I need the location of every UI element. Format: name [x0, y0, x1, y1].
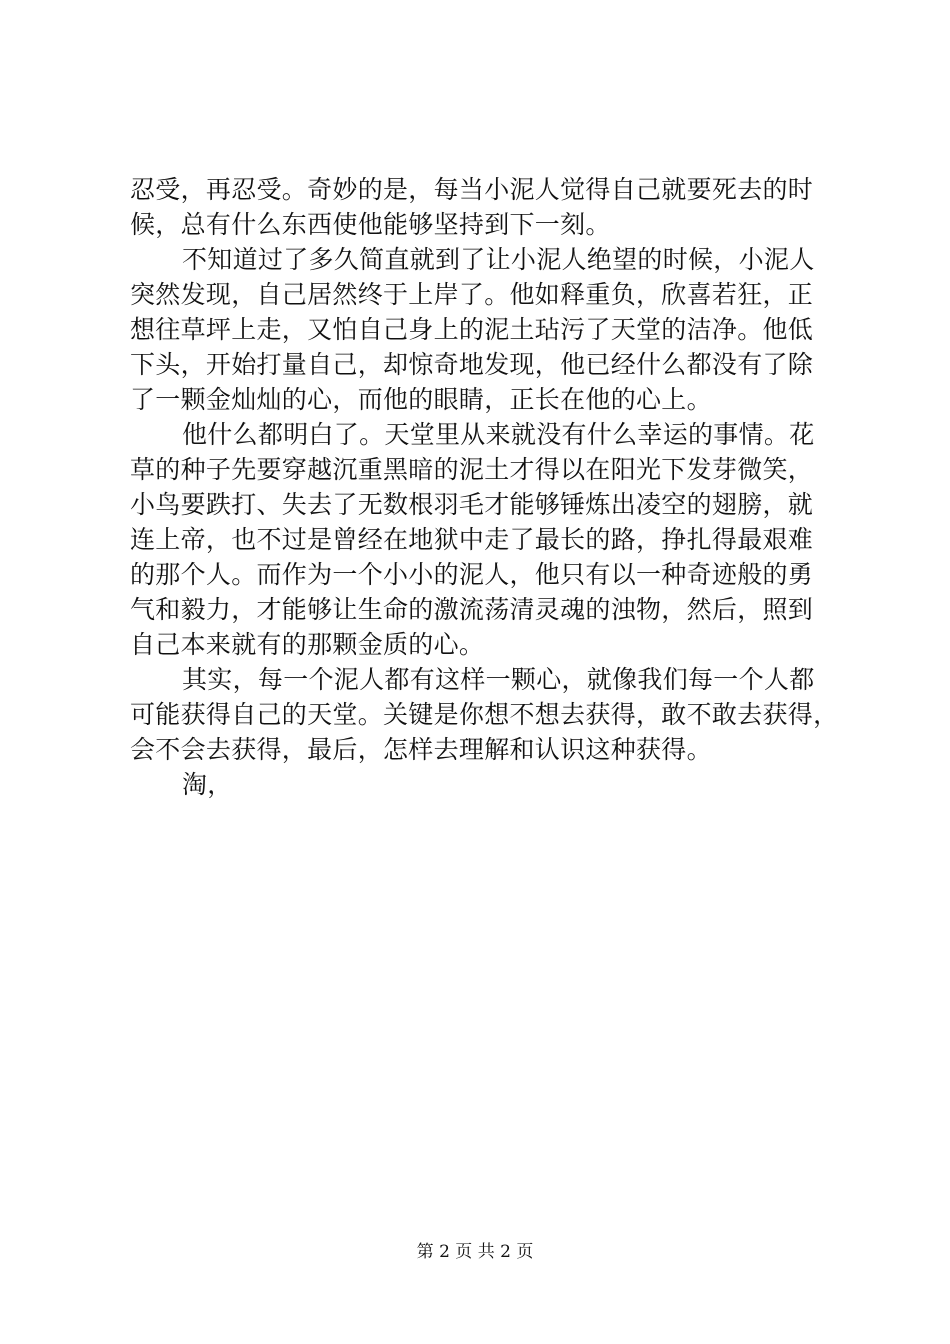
text-line: 自己本来就有的那颗金质的心。 — [130, 630, 485, 659]
paragraph-start-line: 淘， — [182, 770, 233, 799]
paragraph-start-line: 其实，每一个泥人都有这样一颗心，就像我们每一个人都 — [182, 665, 815, 694]
text-line: 想往草坪上走，又怕自己身上的泥土玷污了天堂的洁净。他低 — [130, 315, 814, 344]
text-line: 了一颗金灿灿的心，而他的眼睛，正长在他的心上。 — [130, 385, 712, 414]
text-line: 会不会去获得，最后，怎样去理解和认识这种获得。 — [130, 735, 712, 764]
text-line: 草的种子先要穿越沉重黑暗的泥土才得以在阳光下发芽微笑， — [130, 455, 814, 484]
text-line: 忍受，再忍受。奇妙的是，每当小泥人觉得自己就要死去的时 — [130, 175, 814, 204]
text-line: 可能获得自己的天堂。关键是你想不想去获得，敢不敢去获得， — [130, 700, 839, 729]
text-line: 突然发现，自己居然终于上岸了。他如释重负，欣喜若狂，正 — [130, 280, 814, 309]
page-footer — [0, 1240, 950, 1264]
paragraph-start-line: 不知道过了多久简直就到了让小泥人绝望的时候，小泥人 — [182, 245, 815, 274]
text-line: 下头，开始打量自己，却惊奇地发现，他已经什么都没有了除 — [130, 350, 814, 379]
text-line: 气和毅力，才能够让生命的激流荡清灵魂的浊物，然后，照到 — [130, 595, 814, 624]
document-body — [130, 172, 839, 802]
text-line: 小鸟要跌打、失去了无数根羽毛才能够锤炼出凌空的翅膀，就 — [130, 490, 814, 519]
text-line: 候，总有什么东西使他能够坚持到下一刻。 — [130, 210, 611, 239]
page-number: 第 2 页 共 2 页 — [416, 1242, 534, 1262]
text-line: 的那个人。而作为一个小小的泥人，他只有以一种奇迹般的勇 — [130, 560, 814, 589]
paragraph-start-line: 他什么都明白了。天堂里从来就没有什么幸运的事情。花 — [182, 420, 815, 449]
text-line: 连上帝，也不过是曾经在地狱中走了最长的路，挣扎得最艰难 — [130, 525, 814, 554]
